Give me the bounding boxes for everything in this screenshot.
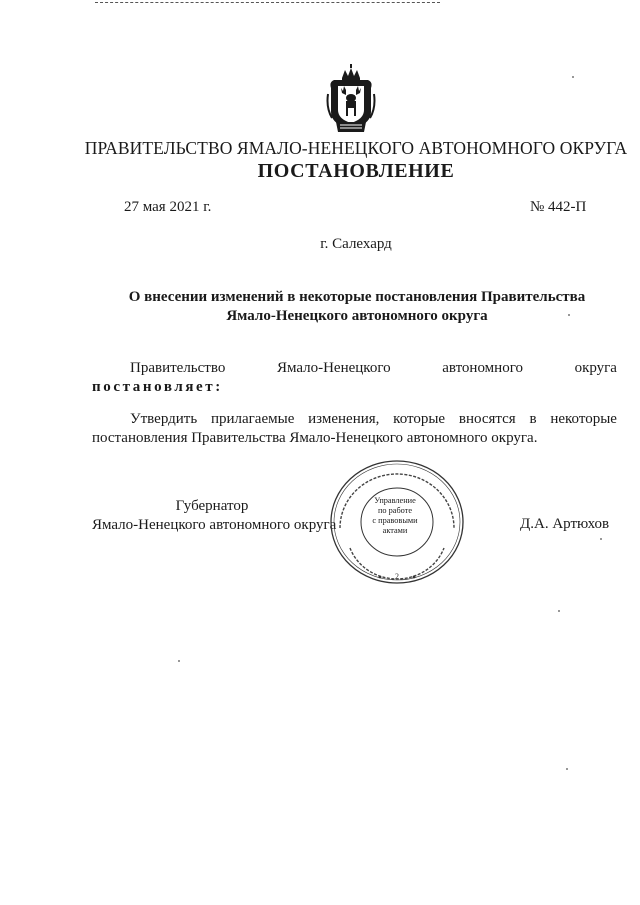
decree-verb: постановляет: <box>92 379 223 395</box>
word: прилагаемые <box>210 411 295 427</box>
signatory-title-line-2: Ямало-Ненецкого автономного округа <box>92 517 337 533</box>
seal-line: Управление <box>374 496 416 505</box>
scan-speck <box>572 76 574 78</box>
paragraph-2-line-1 <box>92 410 617 429</box>
scan-speck <box>558 610 560 612</box>
word: Ямало-Ненецкого <box>276 360 391 376</box>
word: Утвердить <box>130 411 198 427</box>
document-number: № 442-П <box>530 199 587 215</box>
document-type: ПОСТАНОВЛЕНИЕ <box>257 160 455 182</box>
signatory-title-line-1: Губернатор <box>175 498 249 514</box>
subject-line-2: Ямало-Ненецкого автономного округа <box>226 308 488 324</box>
scan-speck <box>178 660 180 662</box>
scan-speck <box>600 538 602 540</box>
paragraph-approve <box>92 410 617 448</box>
paragraph-2-line-2: постановления Правительства Ямало-Ненецкого автономного округа. <box>92 430 538 446</box>
word: вносятся <box>458 411 516 427</box>
scan-speck <box>566 768 568 770</box>
scan-speck <box>568 314 570 316</box>
signatory-title <box>92 497 337 535</box>
signatory-name: Д.А. Артюхов <box>520 516 610 532</box>
word: некоторые <box>550 411 617 427</box>
seal-line: актами <box>382 526 408 535</box>
document-date: 27 мая 2021 г. <box>124 199 212 215</box>
coat-of-arms-emblem <box>326 64 376 136</box>
seal-number: 2 <box>395 572 399 581</box>
seal-line: по работе <box>377 506 413 515</box>
scan-edge-line <box>95 2 440 3</box>
word: округа <box>574 360 617 376</box>
document-subject <box>90 288 624 326</box>
document-city: г. Салехард <box>320 236 392 252</box>
word: изменения, <box>308 411 380 427</box>
word: Правительство <box>130 360 226 376</box>
paragraph-1-line-1 <box>92 359 617 378</box>
subject-line-1: О внесении изменений в некоторые постановления Правительства <box>128 289 586 305</box>
seal-inner-text <box>360 496 430 536</box>
word: автономного <box>442 360 523 376</box>
word: в <box>529 411 537 427</box>
paragraph-decree-intro <box>92 359 617 397</box>
word: которые <box>393 411 446 427</box>
organization-name: ПРАВИТЕЛЬСТВО ЯМАЛО-НЕНЕЦКОГО АВТОНОМНОГО ОКРУГА <box>84 138 628 158</box>
seal-line: с правовыми <box>372 516 418 525</box>
